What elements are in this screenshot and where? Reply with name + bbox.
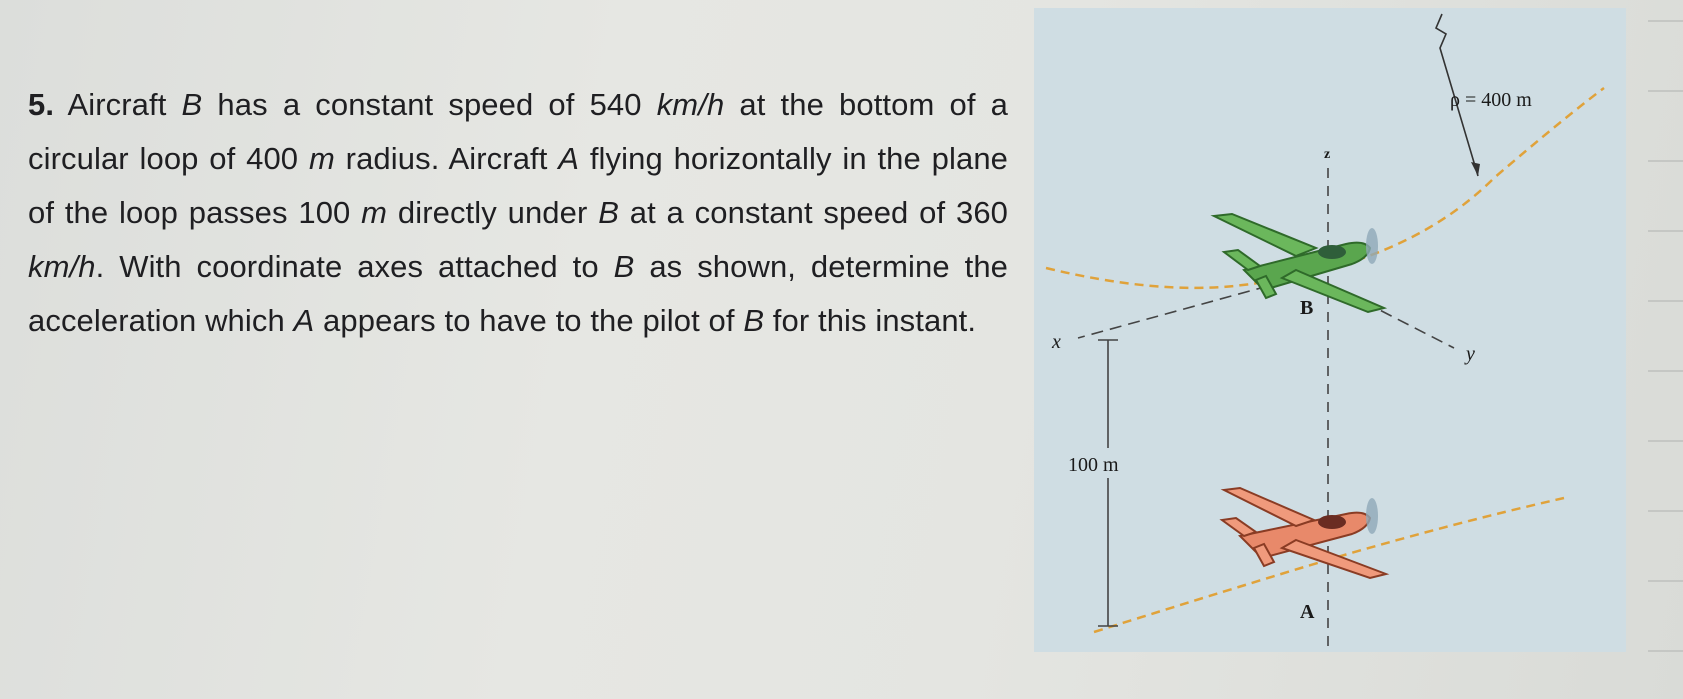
page-edge-line [1648, 90, 1683, 92]
radius-arrowhead [1471, 162, 1480, 176]
variable-b: B [743, 303, 765, 338]
text-segment: for this instant. [764, 303, 977, 338]
text-segment: at the bottom of a circular loop of 400 [28, 87, 1009, 176]
problem-statement [28, 78, 1008, 348]
figure-diagram [1034, 8, 1626, 652]
aircraft-a [1222, 488, 1386, 578]
y-axis-label: y [1466, 343, 1475, 365]
variable-b: B [181, 87, 203, 122]
unit: m [308, 141, 335, 176]
text-segment: as shown, determine the acceleration which [28, 249, 1008, 338]
b-label: B [1300, 297, 1314, 319]
z-axis-label: z [1324, 147, 1331, 162]
x-axis [1078, 286, 1268, 338]
a-label: A [1300, 601, 1315, 623]
text-segment: . With coordinate axes attached to [95, 249, 614, 284]
text-segment: directly under [387, 195, 599, 230]
aircraft-b [1214, 214, 1384, 312]
text-segment: at a constant speed of 360 [618, 195, 1009, 230]
text-segment: flying horizontally in the plane of the loop passes 100 [28, 141, 1009, 230]
text-segment: radius. Aircraft [334, 141, 559, 176]
x-axis-label: x [1052, 331, 1061, 353]
page-edge-line [1648, 300, 1683, 302]
page-edge-line [1648, 20, 1683, 22]
variable-a: A [293, 303, 315, 338]
variable-b: B [613, 249, 635, 284]
text-segment: Aircraft [54, 87, 182, 122]
page-edge-line [1648, 650, 1683, 652]
page-edge-line [1648, 370, 1683, 372]
page-edge-line [1648, 580, 1683, 582]
page-edge-line [1648, 230, 1683, 232]
page-edge-line [1648, 160, 1683, 162]
page-edge-line [1648, 440, 1683, 442]
distance-label: 100 m [1068, 454, 1119, 476]
rho-label: ρ = 400 m [1450, 89, 1532, 111]
unit: km/h [28, 249, 96, 284]
text-segment: appears to have to the pilot of [314, 303, 744, 338]
unit: km/h [656, 87, 725, 122]
text-segment: has a constant speed of 540 [202, 87, 657, 122]
page-edge-line [1648, 510, 1683, 512]
problem-number: 5. [28, 87, 55, 122]
unit: m [361, 195, 388, 230]
variable-b: B [598, 195, 619, 230]
aircraft-figure [1034, 8, 1626, 652]
variable-a: A [558, 141, 580, 176]
